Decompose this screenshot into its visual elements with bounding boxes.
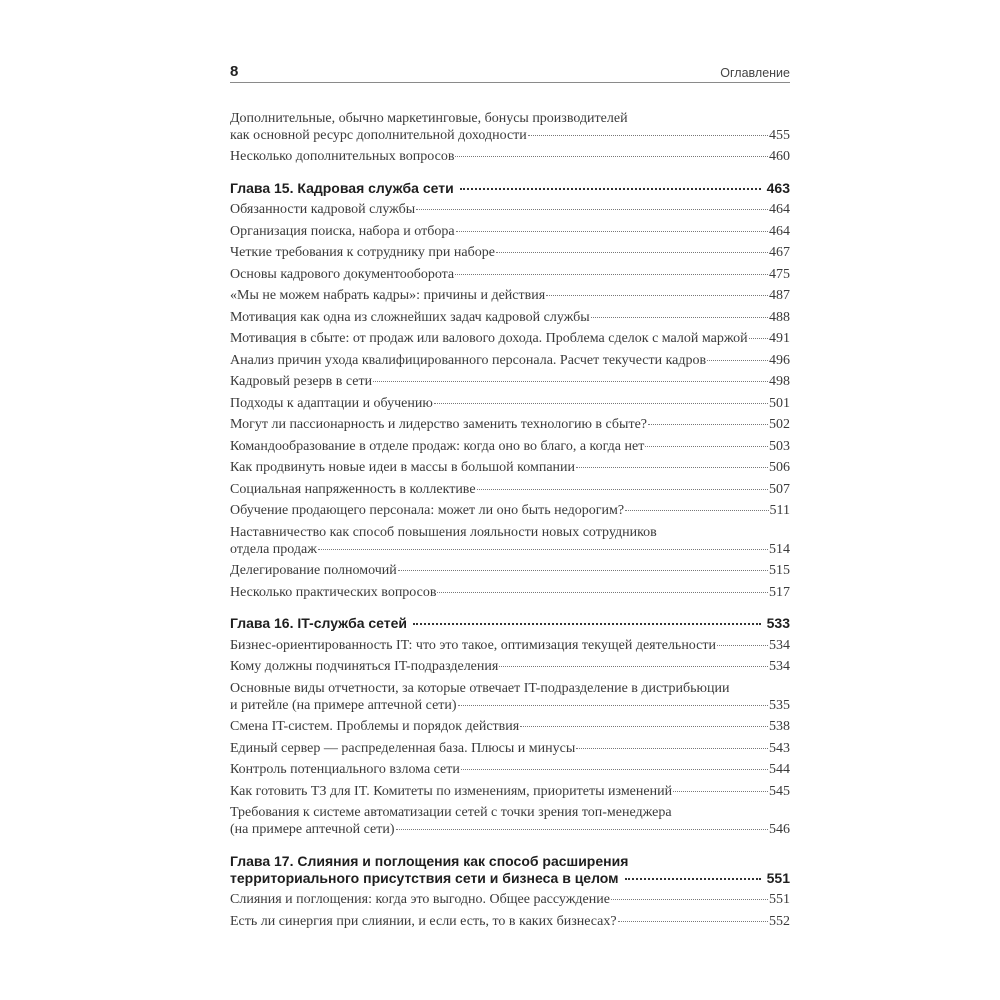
- entry-page-number: 535: [769, 697, 790, 713]
- entry-row: [230, 658, 790, 675]
- toc-entry[interactable]: [230, 240, 790, 262]
- running-header: [230, 58, 790, 83]
- entry-title: Командообразование в отделе продаж: когда оно во благо, а когда нет: [230, 438, 645, 454]
- entry-page-number: 538: [769, 719, 790, 734]
- entry-row: [230, 180, 790, 197]
- entry-row: [230, 438, 790, 455]
- entry-row: [230, 148, 790, 165]
- entry-title-line: Глава 17. Слияния и поглощения как способ расширения: [230, 852, 629, 869]
- dot-leader: [455, 274, 768, 275]
- dot-leader: [611, 899, 768, 900]
- entry-row: [230, 352, 790, 369]
- toc-entry[interactable]: [230, 632, 790, 654]
- entry-row: [230, 266, 790, 283]
- dot-leader: [749, 338, 768, 339]
- table-of-contents: [230, 105, 790, 930]
- dot-leader: [625, 878, 761, 880]
- entry-title-line: Требования к системе автоматизации сетей с точки зрения топ-менеджера: [230, 805, 672, 820]
- toc-entry[interactable]: [230, 757, 790, 779]
- entry-row: [230, 821, 790, 838]
- entry-page-number: 503: [769, 438, 790, 454]
- entry-title: Несколько дополнительных вопросов: [230, 149, 455, 164]
- dot-leader: [416, 209, 768, 210]
- entry-title: Организация поиска, набора и отбора: [230, 223, 455, 239]
- entry-title: Подходы к адаптации и обучению: [230, 395, 433, 411]
- entry-page-number: 460: [769, 149, 790, 164]
- entry-title: Основы кадрового документооборота: [230, 266, 455, 282]
- dot-leader: [496, 252, 768, 253]
- entry-title: «Мы не можем набрать кадры»: причины и действия: [230, 288, 546, 303]
- dot-leader: [717, 645, 768, 646]
- entry-row: [230, 783, 790, 800]
- entry-page-number: 488: [769, 309, 790, 325]
- entry-page-number: 491: [769, 331, 790, 346]
- entry-title: территориального присутствия сети и бизнеса в целом: [230, 869, 619, 886]
- entry-page-number: 463: [766, 179, 790, 196]
- toc-entry[interactable]: [230, 908, 790, 930]
- entry-row: [230, 761, 790, 778]
- toc-entry[interactable]: [230, 455, 790, 477]
- entry-title: Делегирование полномочий: [230, 563, 397, 578]
- entry-row: [230, 718, 790, 735]
- entry-title: Обучение продающего персонала: может ли оно быть недорогим?: [230, 503, 625, 518]
- toc-chapter[interactable]: [230, 175, 790, 197]
- entry-row: [230, 697, 790, 714]
- entry-title: Кому должны подчиняться IT-подразделения: [230, 659, 499, 674]
- toc-entry[interactable]: [230, 675, 790, 714]
- toc-entry[interactable]: [230, 558, 790, 580]
- toc-entry[interactable]: [230, 347, 790, 369]
- toc-chapter[interactable]: [230, 611, 790, 633]
- toc-entry[interactable]: [230, 261, 790, 283]
- dot-leader: [576, 467, 768, 468]
- entry-row: [230, 244, 790, 261]
- toc-entry[interactable]: [230, 654, 790, 676]
- dot-leader: [398, 570, 768, 571]
- toc-entry[interactable]: [230, 800, 790, 839]
- entry-title: Смена IT-систем. Проблемы и порядок действия: [230, 719, 520, 734]
- toc-entry[interactable]: [230, 412, 790, 434]
- entry-page-number: 543: [769, 740, 790, 756]
- entry-page-number: 467: [769, 245, 790, 260]
- entry-row: [230, 562, 790, 579]
- entry-row: [230, 459, 790, 476]
- dot-leader: [648, 424, 768, 425]
- entry-row: [230, 223, 790, 240]
- toc-entry[interactable]: [230, 579, 790, 601]
- entry-title: Социальная напряженность в коллективе: [230, 481, 476, 497]
- toc-entry[interactable]: [230, 519, 790, 558]
- entry-page-number: 507: [769, 481, 790, 497]
- toc-entry[interactable]: [230, 476, 790, 498]
- entry-title-line: Наставничество как способ повышения лояльности новых сотрудников: [230, 524, 657, 540]
- entry-row: [230, 287, 790, 304]
- entry-title: Несколько практических вопросов: [230, 584, 437, 600]
- entry-row: [230, 373, 790, 390]
- toc-entry[interactable]: [230, 369, 790, 391]
- entry-row: [230, 395, 790, 412]
- entry-title: Глава 15. Кадровая служба сети: [230, 179, 454, 196]
- entry-page-number: 534: [769, 659, 790, 674]
- toc-entry[interactable]: [230, 887, 790, 909]
- page-number: 8: [230, 63, 239, 80]
- dot-leader: [456, 231, 768, 232]
- dot-leader: [520, 726, 768, 727]
- entry-title: Как готовить ТЗ для IT. Комитеты по изменениям, приоритеты изменений: [230, 783, 673, 799]
- entry-title: Анализ причин ухода квалифицированного персонала. Расчет текучести кадров: [230, 352, 707, 368]
- entry-title: Есть ли синергия при слиянии, и если есть, то в каких бизнесах?: [230, 913, 617, 929]
- entry-page-number: 534: [769, 637, 790, 653]
- entry-title: Слияния и поглощения: когда это выгодно. Общее рассуждение: [230, 892, 610, 907]
- section-title: Оглавление: [720, 66, 790, 80]
- entry-page-number: 514: [769, 541, 790, 557]
- toc-entry[interactable]: [230, 218, 790, 240]
- entry-page-number: 515: [769, 563, 790, 578]
- dot-leader: [528, 135, 768, 136]
- dot-leader: [673, 791, 768, 792]
- entry-title: и ритейле (на примере аптечной сети): [230, 697, 457, 713]
- entry-title: Четкие требования к сотруднику при наборе: [230, 245, 495, 260]
- entry-row: [230, 913, 790, 930]
- dot-leader: [396, 829, 768, 830]
- toc-entry[interactable]: [230, 778, 790, 800]
- dot-leader: [434, 403, 768, 404]
- entry-title: (на примере аптечной сети): [230, 822, 395, 837]
- entry-page-number: 464: [769, 223, 790, 239]
- entry-title: Могут ли пассионарность и лидерство заменить технологию в сбыте?: [230, 417, 647, 432]
- entry-title: Единый сервер — распределенная база. Плюсы и минусы: [230, 740, 576, 756]
- entry-row: [230, 502, 790, 519]
- entry-title: Кадровый резерв в сети: [230, 374, 373, 389]
- toc-entry[interactable]: [230, 390, 790, 412]
- entry-row: [230, 481, 790, 498]
- entry-page-number: 546: [769, 822, 790, 837]
- dot-leader: [455, 156, 768, 157]
- dot-leader: [437, 592, 768, 593]
- dot-leader: [461, 769, 768, 770]
- dot-leader: [413, 623, 761, 625]
- toc-entry[interactable]: [230, 197, 790, 219]
- toc-entry[interactable]: [230, 735, 790, 757]
- entry-page-number: 506: [769, 460, 790, 475]
- dot-leader: [645, 446, 768, 447]
- entry-row: [230, 127, 790, 144]
- toc-entry[interactable]: [230, 326, 790, 348]
- entry-page-number: 544: [769, 762, 790, 777]
- dot-leader: [499, 666, 768, 667]
- entry-page-number: 464: [769, 202, 790, 217]
- toc-entry[interactable]: [230, 283, 790, 305]
- entry-row: [230, 740, 790, 757]
- entry-page-number: 498: [769, 374, 790, 389]
- entry-page-number: 517: [769, 584, 790, 600]
- entry-page-number: 545: [769, 783, 790, 799]
- entry-page-number: 475: [769, 266, 790, 282]
- entry-title: Мотивация в сбыте: от продаж или валового дохода. Проблема сделок с малой маржой: [230, 331, 748, 346]
- entry-row: [230, 615, 790, 632]
- entry-title: Обязанности кадровой службы: [230, 202, 416, 217]
- dot-leader: [591, 317, 768, 318]
- dot-leader: [625, 510, 768, 511]
- dot-leader: [707, 360, 768, 361]
- book-page: [230, 58, 790, 930]
- dot-leader: [318, 549, 768, 550]
- entry-row: [230, 584, 790, 601]
- entry-title-line: Дополнительные, обычно маркетинговые, бонусы производителей: [230, 110, 628, 126]
- entry-row: [230, 201, 790, 218]
- dot-leader: [546, 295, 768, 296]
- entry-row: [230, 541, 790, 558]
- dot-leader: [576, 748, 768, 749]
- entry-row: [230, 637, 790, 654]
- dot-leader: [477, 489, 768, 490]
- toc-entry[interactable]: [230, 433, 790, 455]
- toc-chapter[interactable]: [230, 848, 790, 887]
- entry-title: отдела продаж: [230, 541, 317, 557]
- entry-title: Глава 16. IT-служба сетей: [230, 615, 408, 631]
- dot-leader: [458, 705, 768, 706]
- entry-page-number: 501: [769, 395, 790, 411]
- entry-page-number: 533: [766, 615, 790, 631]
- entry-title: Контроль потенциального взлома сети: [230, 762, 460, 777]
- entry-page-number: 502: [769, 417, 790, 432]
- entry-row: [230, 309, 790, 326]
- entry-title: как основной ресурс дополнительной доходности: [230, 127, 527, 143]
- entry-title: Бизнес-ориентированность IT: что это такое, оптимизация текущей деятельности: [230, 637, 716, 653]
- entry-page-number: 551: [766, 869, 790, 886]
- entry-row: [230, 330, 790, 347]
- entry-page-number: 551: [769, 892, 790, 907]
- dot-leader: [373, 381, 768, 382]
- toc-entry[interactable]: [230, 498, 790, 520]
- toc-entry[interactable]: [230, 304, 790, 326]
- entry-row: [230, 870, 790, 887]
- toc-entry[interactable]: [230, 714, 790, 736]
- dot-leader: [460, 188, 761, 190]
- entry-page-number: 496: [769, 352, 790, 368]
- entry-row: [230, 416, 790, 433]
- entry-title-line: Основные виды отчетности, за которые отвечает IT-подразделение в дистрибьюции: [230, 680, 730, 696]
- entry-page-number: 455: [769, 127, 790, 143]
- dot-leader: [618, 921, 768, 922]
- entry-title: Мотивация как одна из сложнейших задач кадровой службы: [230, 309, 590, 325]
- toc-entry[interactable]: [230, 105, 790, 144]
- toc-entry[interactable]: [230, 144, 790, 166]
- entry-page-number: 487: [769, 288, 790, 303]
- entry-row: [230, 891, 790, 908]
- entry-page-number: 511: [769, 503, 790, 518]
- entry-page-number: 552: [769, 913, 790, 929]
- entry-title: Как продвинуть новые идеи в массы в большой компании: [230, 460, 576, 475]
